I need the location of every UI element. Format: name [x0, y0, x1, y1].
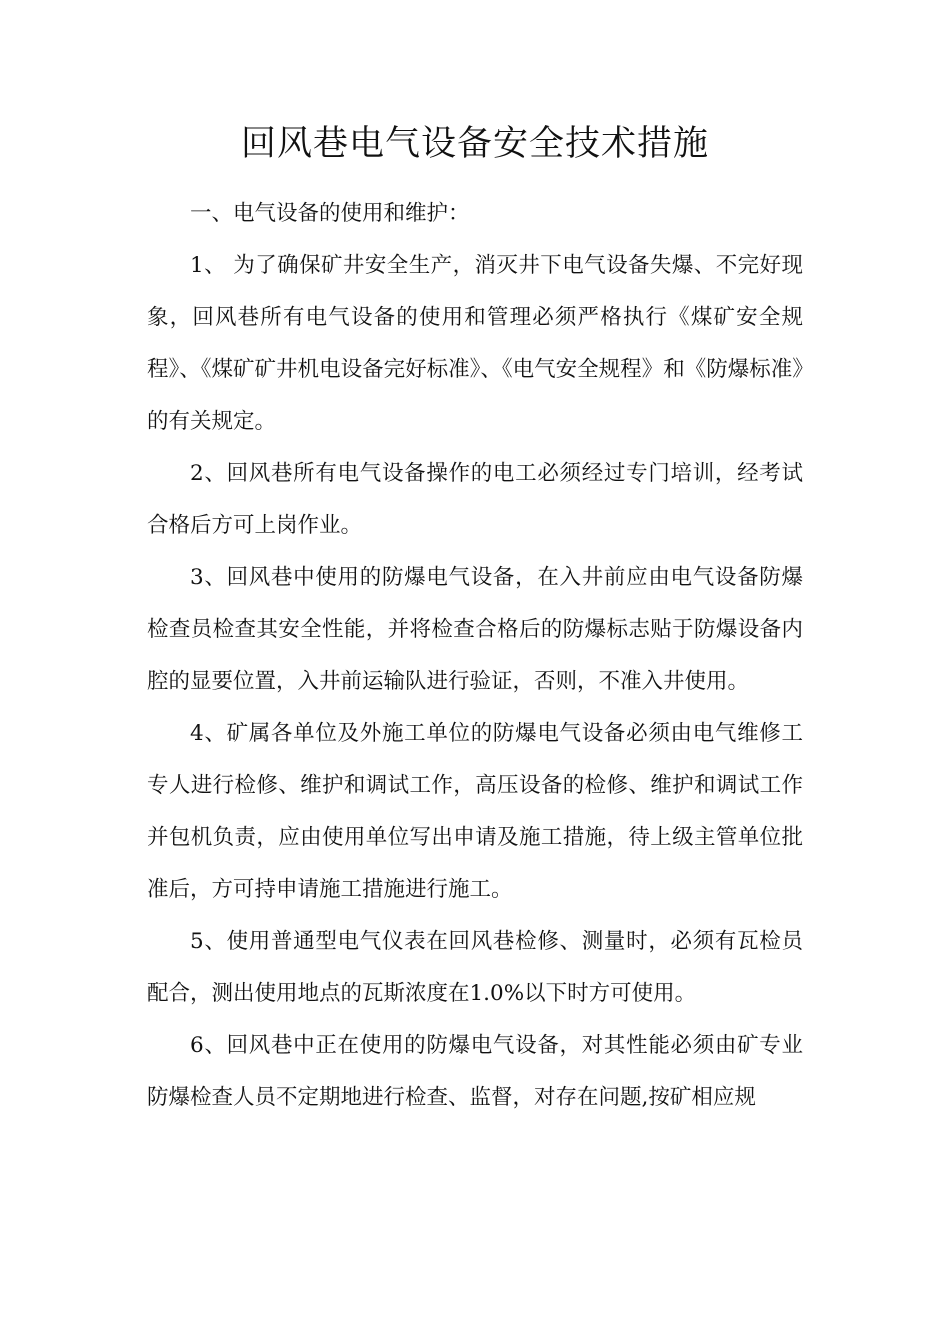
paragraph-3: 3、回风巷中使用的防爆电气设备，在入井前应由电气设备防爆检查员检查其安全性能，并将检查合格后的防爆标志贴于防爆设备内腔的显要位置，入井前运输队进行验证，否则，不准入井使用。 [147, 565, 803, 694]
paragraph-1: 1、 为了确保矿井安全生产，消灭井下电气设备失爆、不完好现象，回风巷所有电气设备的使用和管理必须严格执行《煤矿安全规程》、《煤矿矿井机电设备完好标准》、《电气安全规程》和《防爆标准》的有关规定。 [147, 253, 803, 434]
document-title: 回风巷电气设备安全技术措施 [240, 124, 709, 164]
paragraph-6: 6、回风巷中正在使用的防爆电气设备，对其性能必须由矿专业防爆检查人员不定期地进行检查、监督，对存在问题,按矿相应规 [147, 1033, 803, 1110]
paragraph-4: 4、矿属各单位及外施工单位的防爆电气设备必须由电气维修工专人进行检修、维护和调试工作，高压设备的检修、维护和调试工作并包机负责，应由使用单位写出申请及施工措施，待上级主管单位批准后，方可持申请施工措施进行施工。 [147, 721, 803, 902]
document-body [147, 188, 803, 1124]
section-heading: 一、电气设备的使用和维护： [190, 201, 470, 226]
paragraph-5: 5、使用普通型电气仪表在回风巷检修、测量时，必须有瓦检员配合，测出使用地点的瓦斯浓度在1.0%以下时方可使用。 [147, 929, 803, 1006]
paragraph-2: 2、回风巷所有电气设备操作的电工必须经过专门培训，经考试合格后方可上岗作业。 [147, 461, 803, 538]
